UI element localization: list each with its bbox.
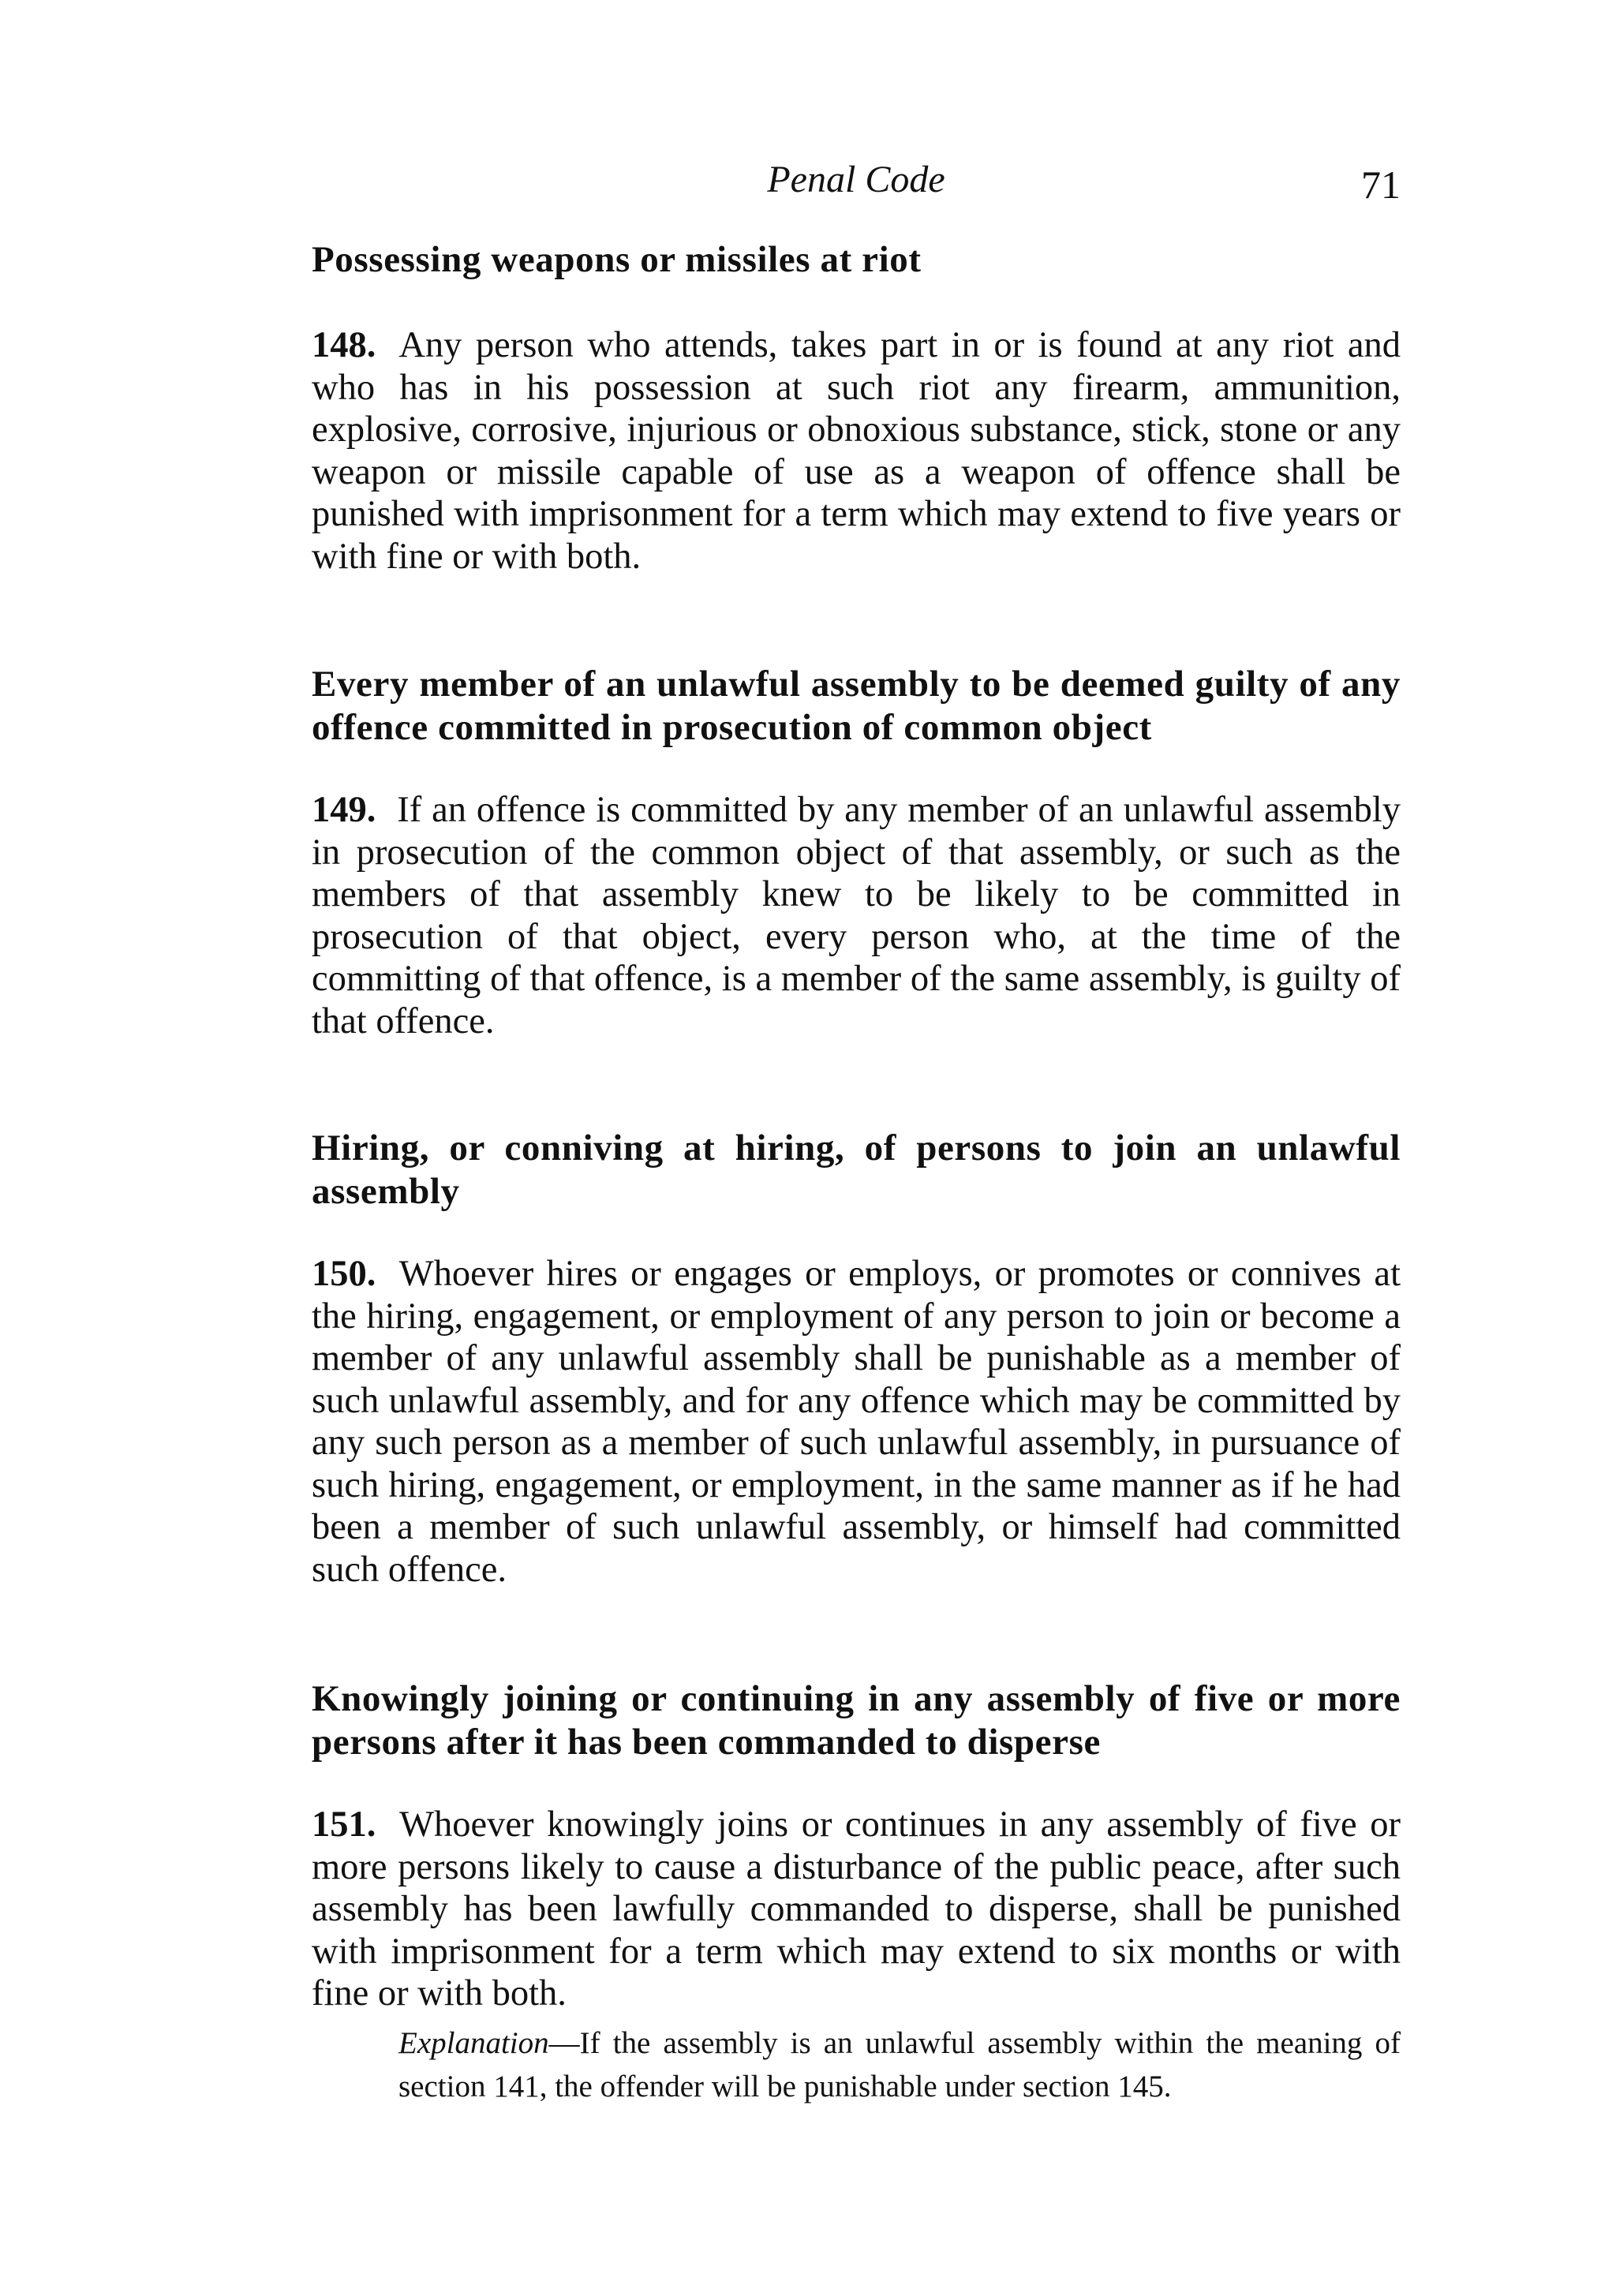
section-explanation-151: [398, 2021, 1401, 2108]
section-body-150: [312, 1253, 1401, 1591]
section-body-148: [312, 324, 1401, 578]
running-head: [312, 155, 1401, 210]
section-number: 148.: [312, 325, 376, 365]
section-heading-151: Knowingly joining or continuing in any assembly of five or more persons after it has been commanded to disperse: [312, 1678, 1401, 1763]
section-text: Whoever knowingly joins or continues in any assembly of five or more persons likely to cause a disturbance of the public peace, after such assembly has been lawfully commanded to disperse, shall be punished with imprisonment for a term which may extend to six months or with fine or with both.: [312, 1804, 1401, 2014]
explanation-term: Explanation: [398, 2026, 549, 2060]
section-body-149: [312, 789, 1401, 1042]
section-text: If an offence is committed by any member of an unlawful assembly in prosecution of the common object of that assembly, or such as the members of that assembly knew to be likely to be committed in prosecution of that object, every person who, at the time of the committing of that offence, is a member of the same assembly, is guilty of that offence.: [312, 790, 1401, 1041]
page-number: 71: [1361, 163, 1401, 207]
explanation-text: —If the assembly is an unlawful assembly within the meaning of section 141, the offender will be punishable under section 145.: [398, 2026, 1401, 2103]
section-heading-150: Hiring, or conniving at hiring, of persons to join an unlawful assembly: [312, 1127, 1401, 1212]
section-heading-148: Possessing weapons or missiles at riot: [312, 239, 922, 280]
section-heading-149: Every member of an unlawful assembly to be deemed guilty of any offence committed in prosecution of common object: [312, 664, 1401, 748]
section-number: 151.: [312, 1804, 376, 1845]
section-text: Whoever hires or engages or employs, or promotes or connives at the hiring, engagement, or employment of any person to join or become a member of any unlawful assembly shall be punishable as a member of such unlawful assembly, and for any offence which may be committed by any such person as a member of such unlawful assembly, in pursuance of such hiring, engagement, or employment, in the same manner as if he had been a member of such unlawful assembly, or himself had committed such offence.: [312, 1254, 1401, 1590]
section-text: Any person who attends, takes part in or is found at any riot and who has in his possession at such riot any firearm, ammunition, explosive, corrosive, injurious or obnoxious substance, stick, stone or any weapon or missile capable of use as a weapon of offence shall be punished with imprisonment for a term which may extend to five years or with fine or with both.: [312, 325, 1401, 577]
section-body-151: [312, 1804, 1401, 2015]
section-number: 149.: [312, 790, 376, 830]
running-title: Penal Code: [767, 159, 945, 200]
section-number: 150.: [312, 1254, 376, 1294]
